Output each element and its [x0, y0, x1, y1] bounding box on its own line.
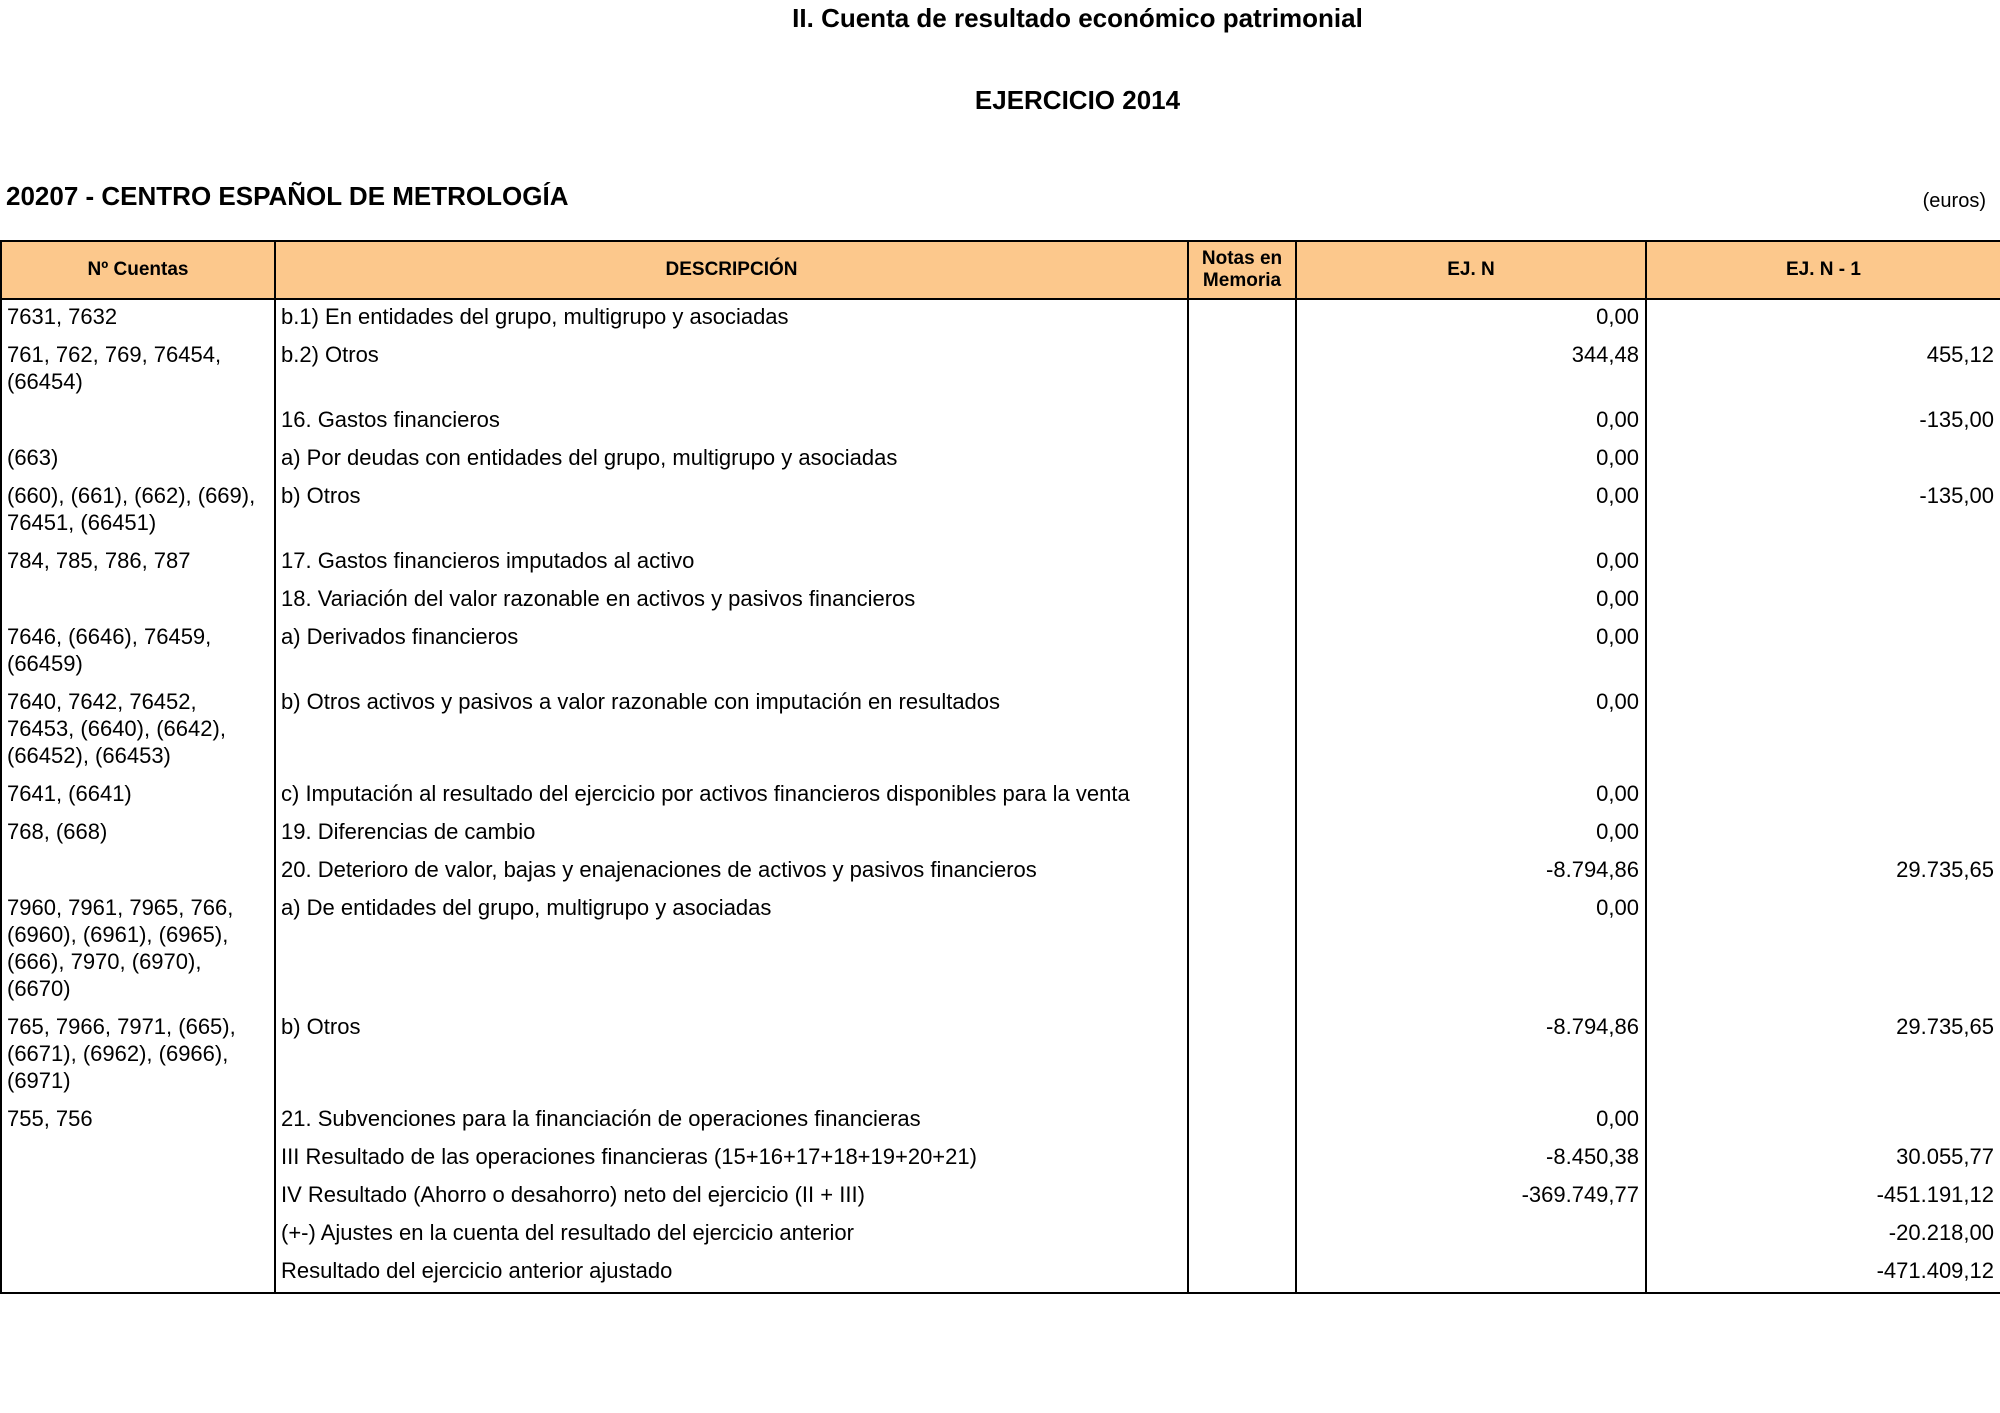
cell-previous-year — [1646, 777, 2000, 815]
table-row — [1, 544, 2000, 582]
table-row — [1, 685, 2000, 777]
table-body — [1, 299, 2000, 1293]
cell-current-year: 0,00 — [1296, 544, 1646, 582]
cell-description: 17. Gastos financieros imputados al activo — [275, 544, 1188, 582]
cell-accounts — [1, 582, 275, 620]
cell-accounts — [1, 1254, 275, 1293]
table-row — [1, 1010, 2000, 1102]
column-header-current-year: EJ. N — [1296, 241, 1646, 299]
cell-description: Resultado del ejercicio anterior ajustado — [275, 1254, 1188, 1293]
cell-accounts: 7640, 7642, 76452, 76453, (6640), (6642), (66452), (66453) — [1, 685, 275, 777]
cell-current-year: 0,00 — [1296, 299, 1646, 338]
cell-notes — [1188, 620, 1296, 685]
cell-notes — [1188, 299, 1296, 338]
cell-previous-year — [1646, 441, 2000, 479]
table-row — [1, 1216, 2000, 1254]
cell-notes — [1188, 338, 1296, 403]
cell-current-year: 0,00 — [1296, 479, 1646, 544]
cell-current-year — [1296, 1216, 1646, 1254]
cell-current-year — [1296, 1254, 1646, 1293]
cell-notes — [1188, 853, 1296, 891]
entity-name: 20207 - CENTRO ESPAÑOL DE METROLOGÍA — [6, 181, 569, 211]
cell-previous-year: -471.409,12 — [1646, 1254, 2000, 1293]
cell-notes — [1188, 1102, 1296, 1140]
cell-accounts — [1, 1216, 275, 1254]
cell-previous-year: 30.055,77 — [1646, 1140, 2000, 1178]
table-row — [1, 777, 2000, 815]
cell-current-year: 0,00 — [1296, 891, 1646, 1010]
table-row — [1, 582, 2000, 620]
cell-accounts: 761, 762, 769, 76454, (66454) — [1, 338, 275, 403]
cell-description: b.2) Otros — [275, 338, 1188, 403]
cell-current-year: 0,00 — [1296, 403, 1646, 441]
cell-previous-year — [1646, 299, 2000, 338]
currency-units: (euros) — [1922, 190, 1986, 212]
cell-previous-year: 455,12 — [1646, 338, 2000, 403]
cell-notes — [1188, 479, 1296, 544]
cell-description: 18. Variación del valor razonable en activos y pasivos financieros — [275, 582, 1188, 620]
table-row — [1, 853, 2000, 891]
cell-previous-year — [1646, 1102, 2000, 1140]
cell-previous-year — [1646, 582, 2000, 620]
cell-previous-year — [1646, 620, 2000, 685]
column-header-notes-line1: Notas en — [1201, 248, 1283, 269]
cell-accounts — [1, 403, 275, 441]
column-header-previous-year: EJ. N - 1 — [1646, 241, 2000, 299]
cell-accounts: 7960, 7961, 7965, 766, (6960), (6961), (6965), (666), 7970, (6970), (6670) — [1, 891, 275, 1010]
cell-current-year: 0,00 — [1296, 582, 1646, 620]
table-row — [1, 403, 2000, 441]
cell-notes — [1188, 1140, 1296, 1178]
cell-accounts — [1, 853, 275, 891]
cell-description: (+-) Ajustes en la cuenta del resultado del ejercicio anterior — [275, 1216, 1188, 1254]
cell-previous-year: 29.735,65 — [1646, 1010, 2000, 1102]
cell-notes — [1188, 777, 1296, 815]
cell-previous-year — [1646, 891, 2000, 1010]
cell-description: IV Resultado (Ahorro o desahorro) neto del ejercicio (II + III) — [275, 1178, 1188, 1216]
table-row — [1, 815, 2000, 853]
cell-notes — [1188, 891, 1296, 1010]
cell-previous-year: -135,00 — [1646, 403, 2000, 441]
cell-current-year: -8.450,38 — [1296, 1140, 1646, 1178]
cell-accounts: 7631, 7632 — [1, 299, 275, 338]
cell-previous-year — [1646, 544, 2000, 582]
cell-description: 19. Diferencias de cambio — [275, 815, 1188, 853]
table-row — [1, 891, 2000, 1010]
cell-accounts: 765, 7966, 7971, (665), (6671), (6962), (6966), (6971) — [1, 1010, 275, 1102]
table-row — [1, 479, 2000, 544]
cell-previous-year: -135,00 — [1646, 479, 2000, 544]
cell-notes — [1188, 1216, 1296, 1254]
cell-current-year: -8.794,86 — [1296, 1010, 1646, 1102]
cell-description: b) Otros — [275, 1010, 1188, 1102]
page-title: II. Cuenta de resultado económico patrimonial — [792, 3, 1363, 33]
cell-accounts: 755, 756 — [1, 1102, 275, 1140]
cell-accounts — [1, 1140, 275, 1178]
cell-current-year: 0,00 — [1296, 441, 1646, 479]
cell-current-year: 344,48 — [1296, 338, 1646, 403]
cell-accounts: (663) — [1, 441, 275, 479]
cell-notes — [1188, 1178, 1296, 1216]
cell-notes — [1188, 403, 1296, 441]
cell-accounts: 784, 785, 786, 787 — [1, 544, 275, 582]
table-row — [1, 299, 2000, 338]
column-header-description: DESCRIPCIÓN — [275, 241, 1188, 299]
cell-previous-year: -451.191,12 — [1646, 1178, 2000, 1216]
cell-previous-year: -20.218,00 — [1646, 1216, 2000, 1254]
table-row — [1, 441, 2000, 479]
table-row — [1, 338, 2000, 403]
column-header-notes-line2: Memoria — [1202, 270, 1282, 291]
cell-description: 20. Deterioro de valor, bajas y enajenaciones de activos y pasivos financieros — [275, 853, 1188, 891]
cell-notes — [1188, 441, 1296, 479]
cell-description: c) Imputación al resultado del ejercicio por activos financieros disponibles para la venta — [275, 777, 1188, 815]
cell-accounts: (660), (661), (662), (669), 76451, (66451) — [1, 479, 275, 544]
cell-description: III Resultado de las operaciones financieras (15+16+17+18+19+20+21) — [275, 1140, 1188, 1178]
cell-notes — [1188, 815, 1296, 853]
cell-current-year: 0,00 — [1296, 685, 1646, 777]
column-header-notes — [1188, 241, 1296, 299]
cell-notes — [1188, 1010, 1296, 1102]
cell-notes — [1188, 582, 1296, 620]
cell-accounts — [1, 1178, 275, 1216]
cell-previous-year — [1646, 815, 2000, 853]
cell-current-year: 0,00 — [1296, 777, 1646, 815]
cell-description: 16. Gastos financieros — [275, 403, 1188, 441]
cell-current-year: 0,00 — [1296, 620, 1646, 685]
table-header-row — [1, 241, 2000, 299]
cell-notes — [1188, 685, 1296, 777]
cell-notes — [1188, 544, 1296, 582]
cell-previous-year: 29.735,65 — [1646, 853, 2000, 891]
cell-description: a) Por deudas con entidades del grupo, multigrupo y asociadas — [275, 441, 1188, 479]
cell-description: b) Otros — [275, 479, 1188, 544]
column-header-accounts: Nº Cuentas — [1, 241, 275, 299]
table-row — [1, 1140, 2000, 1178]
cell-notes — [1188, 1254, 1296, 1293]
cell-description: a) Derivados financieros — [275, 620, 1188, 685]
cell-accounts: 7641, (6641) — [1, 777, 275, 815]
cell-accounts: 7646, (6646), 76459, (66459) — [1, 620, 275, 685]
cell-previous-year — [1646, 685, 2000, 777]
cell-description: b.1) En entidades del grupo, multigrupo y asociadas — [275, 299, 1188, 338]
cell-accounts: 768, (668) — [1, 815, 275, 853]
table-row — [1, 1254, 2000, 1293]
table-row — [1, 1178, 2000, 1216]
table-row — [1, 1102, 2000, 1140]
cell-current-year: -369.749,77 — [1296, 1178, 1646, 1216]
cell-current-year: 0,00 — [1296, 1102, 1646, 1140]
table-row — [1, 620, 2000, 685]
cell-description: a) De entidades del grupo, multigrupo y asociadas — [275, 891, 1188, 1010]
cell-current-year: -8.794,86 — [1296, 853, 1646, 891]
cell-description: b) Otros activos y pasivos a valor razonable con imputación en resultados — [275, 685, 1188, 777]
exercise-year: EJERCICIO 2014 — [974, 85, 1181, 115]
results-table — [0, 240, 2000, 1294]
cell-description: 21. Subvenciones para la financiación de operaciones financieras — [275, 1102, 1188, 1140]
cell-current-year: 0,00 — [1296, 815, 1646, 853]
